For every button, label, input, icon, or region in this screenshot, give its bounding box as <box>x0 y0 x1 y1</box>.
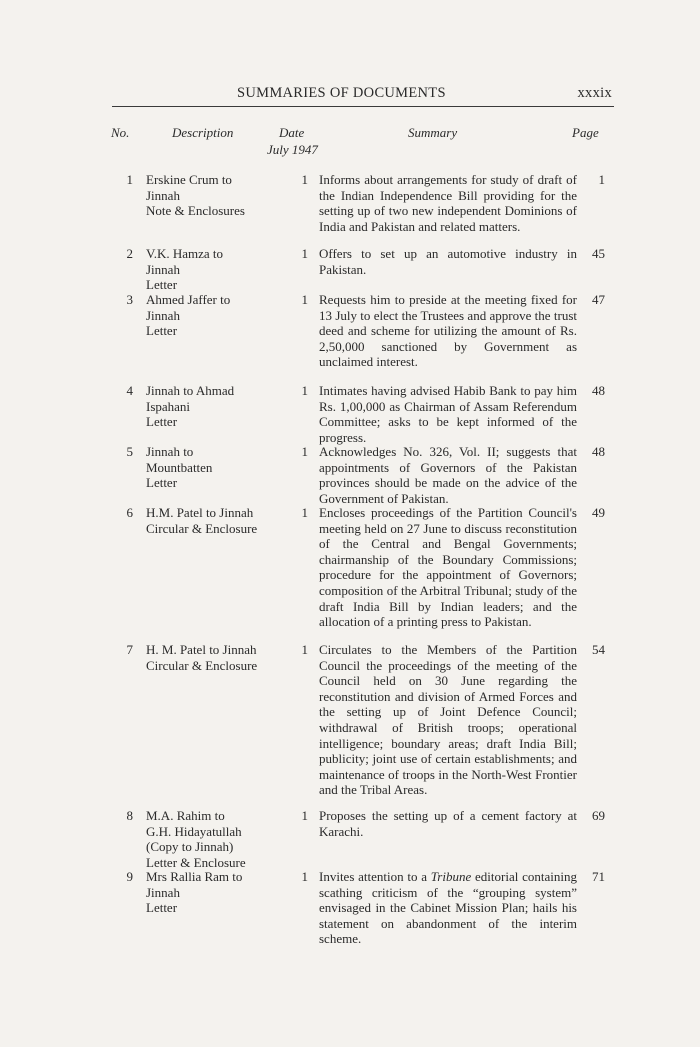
page-number: xxxix <box>577 85 612 101</box>
description-line: Jinnah <box>146 187 180 203</box>
row-number: 4 <box>126 383 133 398</box>
row-date: 1 <box>301 172 308 187</box>
row-number: 6 <box>126 505 133 520</box>
row-description <box>146 172 271 219</box>
row-number: 7 <box>126 642 133 657</box>
description-line: Erskine Crum to <box>146 172 232 187</box>
row-summary: Encloses proceedings of the Partition Council's meeting held on 27 June to discuss reconstitution of the Central and Bengal Governments; chairmanship of the Boundary Commissions; procedure for the appointment of Governors; composition of the Arbitral Tribunal; study of the draft India Bill by Indian leaders; and the allocation of a printing press to Pakistan. <box>319 505 577 630</box>
row-date: 1 <box>301 642 308 657</box>
description-line: H. M. Patel to Jinnah <box>146 642 257 657</box>
row-summary: Proposes the setting up of a cement factory at Karachi. <box>319 808 577 839</box>
row-page: 54 <box>592 642 605 657</box>
description-line: Letter <box>146 475 178 491</box>
header-rule <box>112 106 614 107</box>
description-line: G.H. Hidayatullah <box>146 823 242 839</box>
description-line: Circular & Enclosure <box>146 520 258 536</box>
running-title: SUMMARIES OF DOCUMENTS <box>237 85 446 101</box>
row-date: 1 <box>301 444 308 459</box>
description-line: Mountbatten <box>146 459 213 475</box>
description-line: Note & Enclosures <box>146 203 245 219</box>
column-header-date: Date <box>279 125 305 140</box>
description-line: H.M. Patel to Jinnah <box>146 505 254 520</box>
newspaper-title: Tribune <box>430 869 472 884</box>
column-header-description: Description <box>172 125 234 140</box>
description-line: Letter <box>146 414 178 430</box>
description-line: Jinnah <box>146 307 180 323</box>
row-page: 49 <box>592 505 605 520</box>
description-line: V.K. Hamza to <box>146 246 224 261</box>
row-page: 45 <box>592 246 605 261</box>
row-page: 71 <box>592 869 605 884</box>
row-summary: Acknowledges No. 326, Vol. II; suggests that appointments of Governors of the Pakistan provinces should be made on the advice of the Government of Pakistan. <box>319 444 577 506</box>
row-number: 9 <box>126 869 133 884</box>
column-header-no: No. <box>111 125 130 140</box>
description-line: Jinnah to <box>146 444 194 459</box>
row-date: 1 <box>301 869 308 884</box>
row-description <box>146 246 271 293</box>
row-number: 5 <box>126 444 133 459</box>
description-line: Ahmed Jaffer to <box>146 292 231 307</box>
row-page: 1 <box>598 172 605 187</box>
description-line: Letter <box>146 900 178 916</box>
row-summary: Offers to set up an automotive industry in Pakistan. <box>319 246 577 277</box>
row-description <box>146 505 271 536</box>
row-page: 48 <box>592 444 605 459</box>
row-description <box>146 869 271 916</box>
row-summary <box>319 869 577 947</box>
summary-text: editorial containing scathing criticism of the “grouping system” envisaged in the Cabinet Mission Plan; hails his statement on abandonment of the interim scheme. <box>319 869 577 947</box>
description-line: Jinnah <box>146 261 180 277</box>
row-summary: Intimates having advised Habib Bank to pay him Rs. 1,00,000 as Chairman of Assam Referendum Committee; asks to be kept informed of the progress. <box>319 383 577 445</box>
description-line: Circular & Enclosure <box>146 657 258 673</box>
column-header-summary: Summary <box>408 125 458 140</box>
row-description <box>146 642 271 673</box>
column-header-page: Page <box>572 125 599 140</box>
description-line: Jinnah to Ahmad <box>146 383 235 398</box>
row-description <box>146 444 271 491</box>
row-page: 69 <box>592 808 605 823</box>
description-line: M.A. Rahim to <box>146 808 225 823</box>
row-description <box>146 292 271 339</box>
description-line: Jinnah <box>146 884 180 900</box>
row-date: 1 <box>301 808 308 823</box>
description-line: (Copy to Jinnah) <box>146 839 234 855</box>
row-date: 1 <box>301 246 308 261</box>
row-description <box>146 383 271 430</box>
summary-text: Invites attention to a <box>319 869 431 884</box>
row-summary: Circulates to the Members of the Partition Council the proceedings of the meeting of the Council held on 30 June regarding the reconstitution and division of Armed Forces and the setting up of Joint Defence Council; withdrawal of British troops; operational intelligence; boundary areas; draft India Bill; publicity; joint use of certain establishments; and maintenance of troops in the North-West Frontier and the Tribal Areas. <box>319 642 577 798</box>
row-description <box>146 808 271 870</box>
row-summary: Informs about arrangements for study of draft of the Indian Independence Bill providing for the setting up of two new independent Dominions of India and Pakistan and related matters. <box>319 172 577 234</box>
row-date: 1 <box>301 505 308 520</box>
description-line: Letter & Enclosure <box>146 854 246 870</box>
row-number: 8 <box>126 808 133 823</box>
description-line: Mrs Rallia Ram to <box>146 869 243 884</box>
column-header-date-month: July 1947 <box>267 142 318 157</box>
row-page: 47 <box>592 292 605 307</box>
row-number: 3 <box>126 292 133 307</box>
description-line: Letter <box>146 277 178 293</box>
row-number: 2 <box>126 246 133 261</box>
row-summary: Requests him to preside at the meeting fixed for 13 July to elect the Trustees and approve the trust deed and scheme for utilizing the amount of Rs. 2,50,000 sanctioned by Government as unclaimed interest. <box>319 292 577 370</box>
description-line: Letter <box>146 323 178 339</box>
row-date: 1 <box>301 292 308 307</box>
row-date: 1 <box>301 383 308 398</box>
description-line: Ispahani <box>146 398 191 414</box>
row-number: 1 <box>126 172 133 187</box>
row-page: 48 <box>592 383 605 398</box>
